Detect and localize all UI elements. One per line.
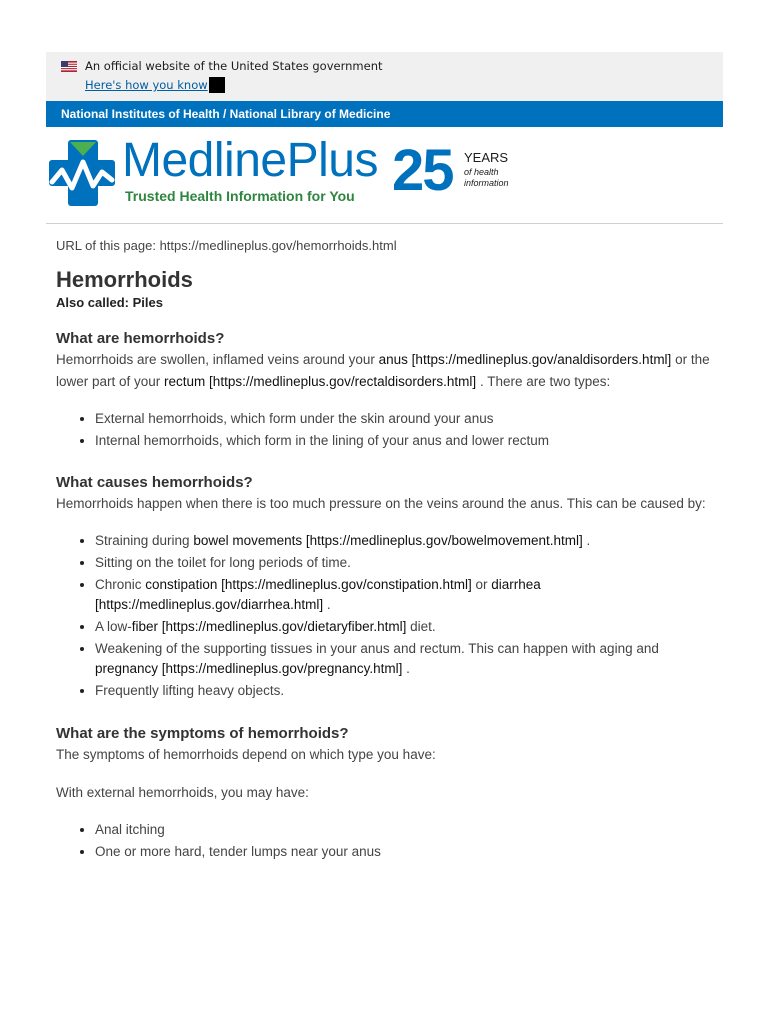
page-title: Hemorrhoids	[56, 267, 193, 292]
heres-how-you-know-link[interactable]	[85, 77, 225, 93]
medlineplus-logo-icon	[49, 140, 115, 206]
constipation-link[interactable]: constipation [https://medlineplus.gov/constipation.html]	[145, 577, 472, 592]
text: . There are two types:	[476, 374, 611, 389]
list-item: • External hemorrhoids, which form under the skin around your anus	[95, 409, 715, 429]
causes-list	[56, 531, 715, 701]
anus-link[interactable]: anus [https://medlineplus.gov/analdisorders.html]	[378, 352, 672, 367]
text: or	[471, 577, 492, 592]
bowel-movements-link[interactable]: bowel movements [https://medlineplus.gov/bowelmovement.html]	[193, 533, 583, 548]
anniversary-years: YEARS	[464, 150, 509, 165]
fiber-link[interactable]: fiber [https://medlineplus.gov/dietaryfiber.html]	[131, 619, 407, 634]
section-paragraph: With external hemorrhoids, you may have:	[56, 785, 309, 800]
text: diet.	[406, 619, 436, 634]
anniversary-caption	[464, 167, 509, 189]
us-flag-icon	[61, 61, 77, 72]
gov-banner	[46, 52, 723, 101]
text: .	[582, 533, 591, 548]
brand-tagline: Trusted Health Information for You	[125, 188, 355, 204]
text: A low-	[95, 619, 132, 634]
text: or the lower part of your	[56, 352, 710, 389]
section-paragraph: The symptoms of hemorrhoids depend on which type you have:	[56, 747, 436, 762]
section-paragraph: Hemorrhoids happen when there is too much pressure on the veins around the anus. This can be caused by:	[56, 496, 706, 511]
nih-nlm-bar[interactable]: National Institutes of Health / National Library of Medicine	[46, 101, 723, 127]
list-item: • Internal hemorrhoids, which form in the lining of your anus and lower rectum	[95, 431, 715, 451]
section-heading-symptoms: What are the symptoms of hemorrhoids?	[56, 725, 349, 742]
pregnancy-link[interactable]: pregnancy [https://medlineplus.gov/pregnancy.html]	[95, 661, 403, 676]
list-item: • Sitting on the toilet for long periods of time.	[95, 553, 715, 573]
text: Weakening of the supporting tissues in your anus and rectum. This can happen with aging and	[95, 641, 659, 656]
article-content	[46, 238, 723, 862]
list-item	[95, 575, 715, 615]
hemorrhoid-types-list	[56, 409, 715, 451]
redaction-box	[209, 77, 225, 93]
text: .	[323, 597, 331, 612]
gov-official-text: An official website of the United States government	[85, 59, 383, 73]
section-heading-what-are: What are hemorrhoids?	[56, 330, 225, 347]
list-item	[95, 531, 715, 551]
anniversary-number: 25	[392, 138, 453, 203]
diarrhea-link[interactable]: diarrhea [https://medlineplus.gov/diarrhea.html]	[95, 577, 541, 612]
text: Hemorrhoids are swollen, inflamed veins around your	[56, 352, 379, 367]
rectum-link[interactable]: rectum [https://medlineplus.gov/rectaldisorders.html]	[164, 374, 477, 389]
list-item	[95, 617, 715, 637]
list-item: • Frequently lifting heavy objects.	[95, 681, 715, 701]
text: .	[402, 661, 410, 676]
list-item: • Anal itching	[95, 820, 715, 840]
page	[46, 52, 723, 864]
also-called: Also called: Piles	[56, 295, 163, 310]
brand-name: MedlinePlus	[122, 134, 378, 187]
text: Chronic	[95, 577, 146, 592]
section-paragraph	[56, 349, 715, 393]
external-symptoms-list	[56, 820, 715, 862]
site-header-logo[interactable]	[46, 127, 723, 224]
section-heading-causes: What causes hemorrhoids?	[56, 474, 253, 491]
list-item	[95, 639, 715, 679]
heres-how-you-know-label[interactable]: Here's how you know	[85, 78, 208, 92]
anniversary-caption-line1: of health	[464, 167, 499, 177]
page-url: URL of this page: https://medlineplus.gov/hemorrhoids.html	[56, 238, 397, 253]
anniversary-caption-line2: information	[464, 178, 509, 188]
list-item: • One or more hard, tender lumps near your anus	[95, 842, 715, 862]
text: Straining during	[95, 533, 194, 548]
